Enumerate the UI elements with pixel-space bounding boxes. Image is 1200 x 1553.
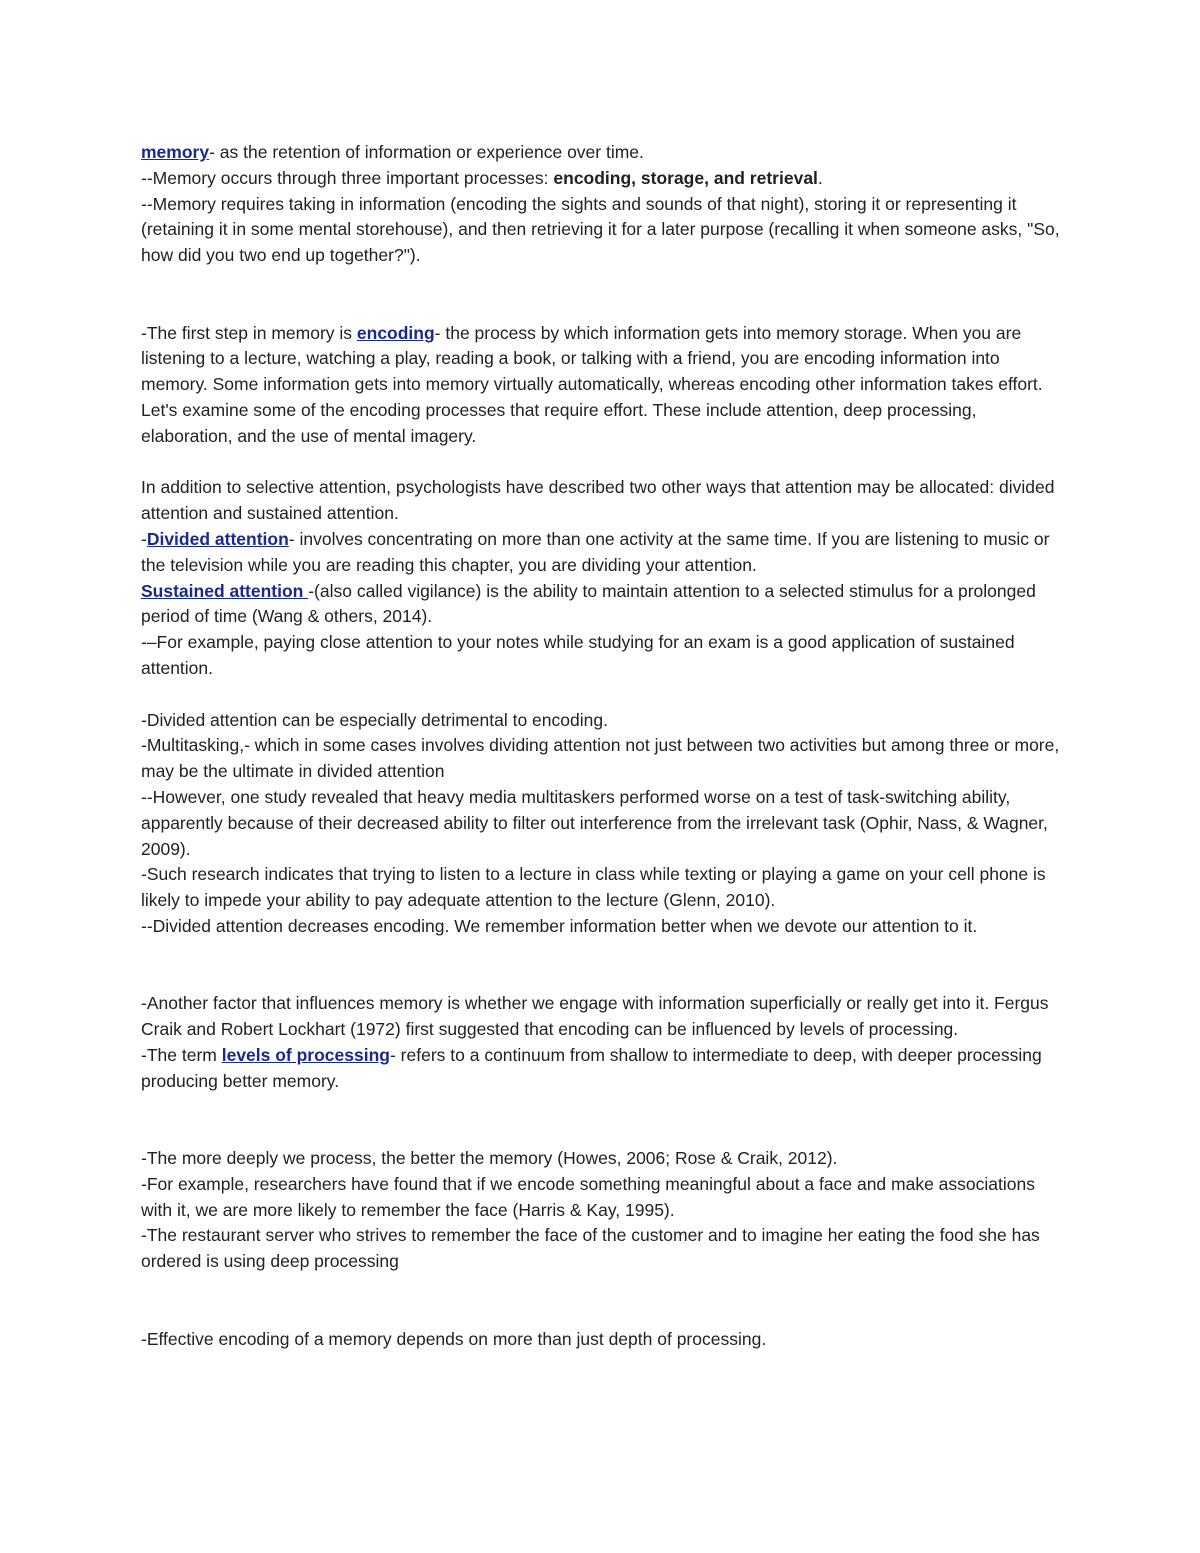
paragraph-deeper-process: -The more deeply we process, the better the memory (Howes, 2006; Rose & Craik, 2012).: [141, 1148, 838, 1169]
term-memory: memory: [141, 142, 210, 162]
paragraph-memory-definition: [141, 140, 1061, 166]
spacer: [141, 269, 1061, 321]
document-body: [141, 140, 1061, 1352]
paragraph-divided-attention: [141, 527, 1061, 579]
term-divided-attention: Divided attention: [146, 528, 289, 549]
spacer: [141, 1094, 1061, 1146]
term-sustained-attention: Sustained attention: [141, 580, 309, 601]
term-encoding: encoding: [356, 322, 435, 343]
processes-prefix: --Memory occurs through three important processes:: [141, 167, 554, 188]
paragraph-divided-detrimental: -Divided attention can be especially detrimental to encoding.: [141, 709, 608, 730]
paragraph-levels-of-processing: [141, 1043, 1061, 1095]
levels-text: - refers to a continuum from shallow to intermediate to deep, with deeper processing producing better memory.: [141, 1044, 1042, 1091]
memory-definition-text: - as the retention of information or experience over time.: [209, 142, 644, 162]
paragraph-multitasking: -Multitasking,- which in some cases involves dividing attention not just between two activities but among three or more, may be the ultimate in divided attention: [141, 735, 1060, 782]
paragraph-selective-attention: In addition to selective attention, psychologists have described two other ways that attention may be allocated: divided attention and sustained attention.: [141, 477, 1055, 524]
processes-suffix: .: [817, 167, 823, 188]
encoding-prefix: -The first step in memory is: [141, 322, 357, 343]
paragraph-divided-decreases: --Divided attention decreases encoding. We remember information better when we devote our attention to it.: [141, 915, 978, 936]
divided-text: - involves concentrating on more than one activity at the same time. If you are listening to music or the television while you are reading this chapter, you are dividing your attention.: [141, 528, 1050, 575]
paragraph-face-example: -For example, researchers have found that if we encode something meaningful about a face and make associations with it, we are more likely to remember the face (Harris & Kay, 1995).: [141, 1173, 1035, 1220]
spacer: [141, 940, 1061, 992]
sustained-text: -(also called vigilance) is the ability to maintain attention to a selected stimulus for a prolonged period of time (Wang & others, 2014).: [141, 580, 1036, 627]
paragraph-sustained-example: -–For example, paying close attention to your notes while studying for an exam is a good application of sustained attention.: [141, 632, 1015, 678]
processes-bold: encoding, storage, and retrieval: [553, 167, 818, 188]
spacer: [141, 682, 1061, 708]
paragraph-restaurant-server: -The restaurant server who strives to remember the face of the customer and to imagine her eating the food she has ordered is using deep processing: [141, 1225, 1040, 1272]
spacer: [141, 450, 1061, 476]
encoding-text: - the process by which information gets into memory storage. When you are listening to a lecture, watching a play, reading a book, or talking with a friend, you are encoding information into memory. Some information gets into memory virtually automatically, whereas encoding other information takes effort. Let's examine some of the encoding processes that require effort. These include attention, deep processing, elaboration, and the use of mental imagery.: [141, 322, 1043, 446]
paragraph-media-multitaskers: --However, one study revealed that heavy media multitaskers performed worse on a test of task-switching ability, apparently because of their decreased ability to filter out interference from the irrelevant task (Ophir, Nass, & Wagner, 2009).: [141, 786, 1048, 859]
paragraph-effective-encoding: -Effective encoding of a memory depends on more than just depth of processing.: [141, 1328, 767, 1349]
paragraph-encoding: [141, 321, 1061, 450]
spacer: [141, 1275, 1061, 1327]
paragraph-sustained-attention: [141, 579, 1061, 631]
divided-prefix: -: [141, 528, 147, 549]
term-levels-of-processing: levels of processing: [221, 1044, 390, 1065]
paragraph-levels-intro: -Another factor that influences memory is whether we engage with information superficially or really get into it. Fergus Craik and Robert Lockhart (1972) first suggested that encoding can be influenced by levels of processing.: [141, 993, 1049, 1040]
paragraph-memory-processes: [141, 166, 1061, 192]
paragraph-research-lecture: -Such research indicates that trying to listen to a lecture in class while texting or playing a game on your cell phone is likely to impede your ability to pay adequate attention to the lecture (Glenn, 2010).: [141, 864, 1046, 911]
paragraph-memory-requires: --Memory requires taking in information (encoding the sights and sounds of that night), storing it or representing it (retaining it in some mental storehouse), and then retrieving it for a later purpose (recalling it when someone asks, "So, how did you two end up together?").: [141, 193, 1060, 266]
levels-prefix: -The term: [141, 1044, 222, 1065]
